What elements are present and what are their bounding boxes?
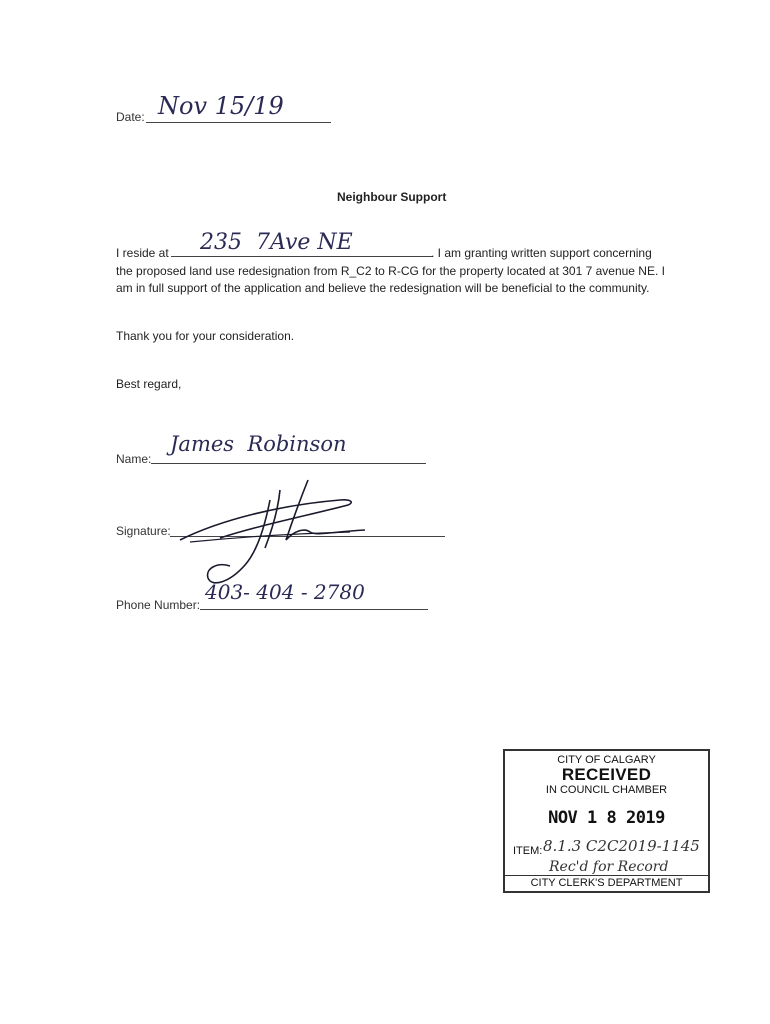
stamp-received: RECEIVED (561, 765, 652, 784)
phone-value: 403- 404 - 2780 (205, 580, 365, 604)
thanks-text: Thank you for your consideration. (116, 329, 295, 343)
residence-prefix: I reside at (116, 246, 169, 260)
received-stamp (503, 749, 710, 893)
phone-line (200, 609, 428, 610)
stamp-divider (505, 875, 708, 876)
stamp-item-value: 8.1.3 C2C2019-1145 (543, 837, 700, 855)
name-line (151, 463, 426, 464)
signature-mark (160, 470, 380, 595)
stamp-date: NOV 1 8 2019 (548, 808, 665, 828)
stamp-footer: CITY CLERK'S DEPARTMENT (530, 877, 683, 889)
date-label: Date: (116, 110, 145, 124)
body-line-2: am in full support of the application and believe the redesignation will be beneficial to the community. (116, 281, 650, 295)
address-line (171, 256, 433, 257)
closing-text: Best regard, (116, 377, 182, 391)
date-value: Nov 15/19 (158, 92, 284, 120)
signature-label: Signature: (116, 524, 171, 538)
body-line-1: the proposed land use redesignation from R_C2 to R-CG for the property located at 301 7 avenue NE. I (116, 264, 665, 278)
stamp-city: CITY OF CALGARY (557, 754, 656, 766)
stamp-item-label: ITEM: (513, 845, 543, 857)
residence-address: 235 7Ave NE (200, 230, 353, 255)
name-value: James Robinson (170, 432, 347, 456)
stamp-note: Rec'd for Record (549, 859, 669, 875)
phone-label: Phone Number: (116, 598, 201, 612)
residence-suffix: . I am granting written support concerning (431, 246, 652, 260)
name-label: Name: (116, 452, 152, 466)
stamp-council: IN COUNCIL CHAMBER (545, 784, 668, 796)
page-title: Neighbour Support (337, 190, 447, 204)
date-line (146, 122, 331, 123)
